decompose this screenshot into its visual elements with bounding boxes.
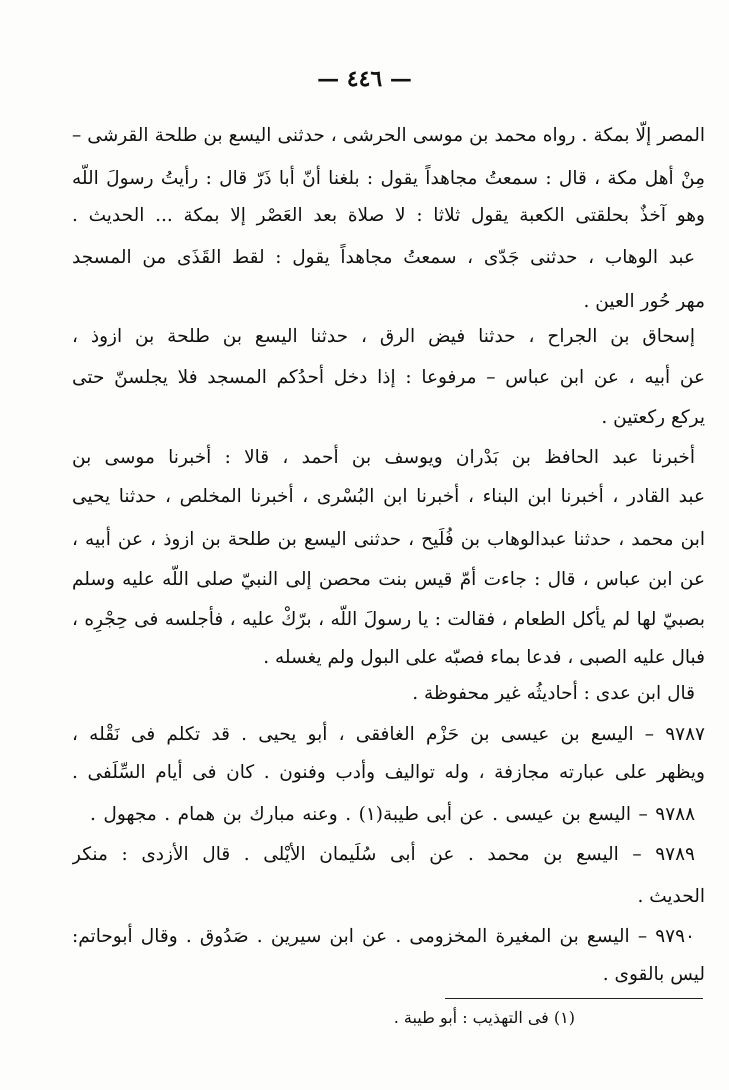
text-line-4: عبد الوهاب ، حدثنى جَدّى ، سمعتُ مجاهداً يقول : لقط القَذَى من المسجد xyxy=(72,247,695,268)
text-line-20: الحديث . xyxy=(637,886,705,907)
text-line-2: مِنْ أهل مكة ، قال : سمعتُ مجاهداً يقول : بلغنا أنّ أبا ذَرّ قال : رأيتُ رسولَ اللّه xyxy=(72,168,705,189)
text-line-5: مهر حُور العين . xyxy=(583,291,705,312)
footnote: (١) فى التهذيب : أبو طيبة . xyxy=(393,1008,575,1027)
text-line-21: ٩٧٩٠ – اليسع بن المغيرة المخزومى . عن ابن سيرين . صَدُوق . وقال أبوحاتم: xyxy=(72,926,695,947)
text-line-10: عبد القادر ، أخبرنا ابن البناء ، أخبرنا ابن البُسْرى ، أخبرنا المخلص ، حدثنا يحيى xyxy=(72,486,705,507)
page-number: — ٤٤٦ — xyxy=(317,66,412,92)
text-line-17: ويظهر على عبارته مجازفة ، وله تواليف وأدب وفنون . كان فى أيام السِّلَفى . xyxy=(72,762,705,783)
text-line-8: يركع ركعتين . xyxy=(601,407,705,428)
text-line-11: ابن محمد ، حدثنا عبدالوهاب بن فُلَيح ، حدثنى اليسع بن طلحة بن ازوذ ، عن أبيه ، xyxy=(72,529,705,550)
text-line-22: ليس بالقوى . xyxy=(602,964,705,985)
text-line-13: بصبيّ لها لم يأكل الطعام ، فقالت : يا رسولَ اللّه ، برّكْ عليه ، فأجلسه فى حِجْرِه ، xyxy=(72,609,705,630)
text-line-12: عن ابن عباس ، قال : جاءت أمّ قيس بنت محصن إلى النبيّ صلى اللّه عليه وسلم xyxy=(72,569,705,590)
text-line-16: ٩٧٨٧ – اليسع بن عيسى بن حَزْم الغافقى ، أبو يحيى . قد تكلم فى نَقْله ، xyxy=(72,724,705,745)
text-line-14: فبال عليه الصبى ، فدعا بماء فصبّه على البول ولم يغسله . xyxy=(263,647,705,668)
text-line-9: أخبرنا عبد الحافظ بن بَدْران ويوسف بن أحمد ، قالا : أخبرنا موسى بن xyxy=(72,447,695,468)
footnote-divider xyxy=(445,998,703,999)
text-line-19: ٩٧٨٩ – اليسع بن محمد . عن أبى سُلَيمان الأيْلى . قال الأزدى : منكر xyxy=(72,844,695,865)
text-line-15: قال ابن عدى : أحاديثُه غير محفوظة . xyxy=(412,683,695,704)
text-line-18: ٩٧٨٨ – اليسع بن عيسى . عن أبى طيبة(١) . وعنه مبارك بن همام . مجهول . xyxy=(90,804,695,825)
text-line-3: وهو آخذٌ بحلقتى الكعبة يقول ثلاثا : لا صلاة بعد العَصْر إلا بمكة ... الحديث . xyxy=(72,205,705,226)
text-line-6: إسحاق بن الجراح ، حدثنا فيض الرق ، حدثنا اليسع بن طلحة بن ازوذ ، xyxy=(72,326,695,347)
text-line-7: عن أبيه ، عن ابن عباس – مرفوعا : إذا دخل أحدُكم المسجد فلا يجلسنّ حتى xyxy=(72,367,705,388)
text-line-1: المصر إلّا بمكة . رواه محمد بن موسى الحرشى ، حدثنى اليسع بن طلحة القرشى – xyxy=(72,125,705,146)
